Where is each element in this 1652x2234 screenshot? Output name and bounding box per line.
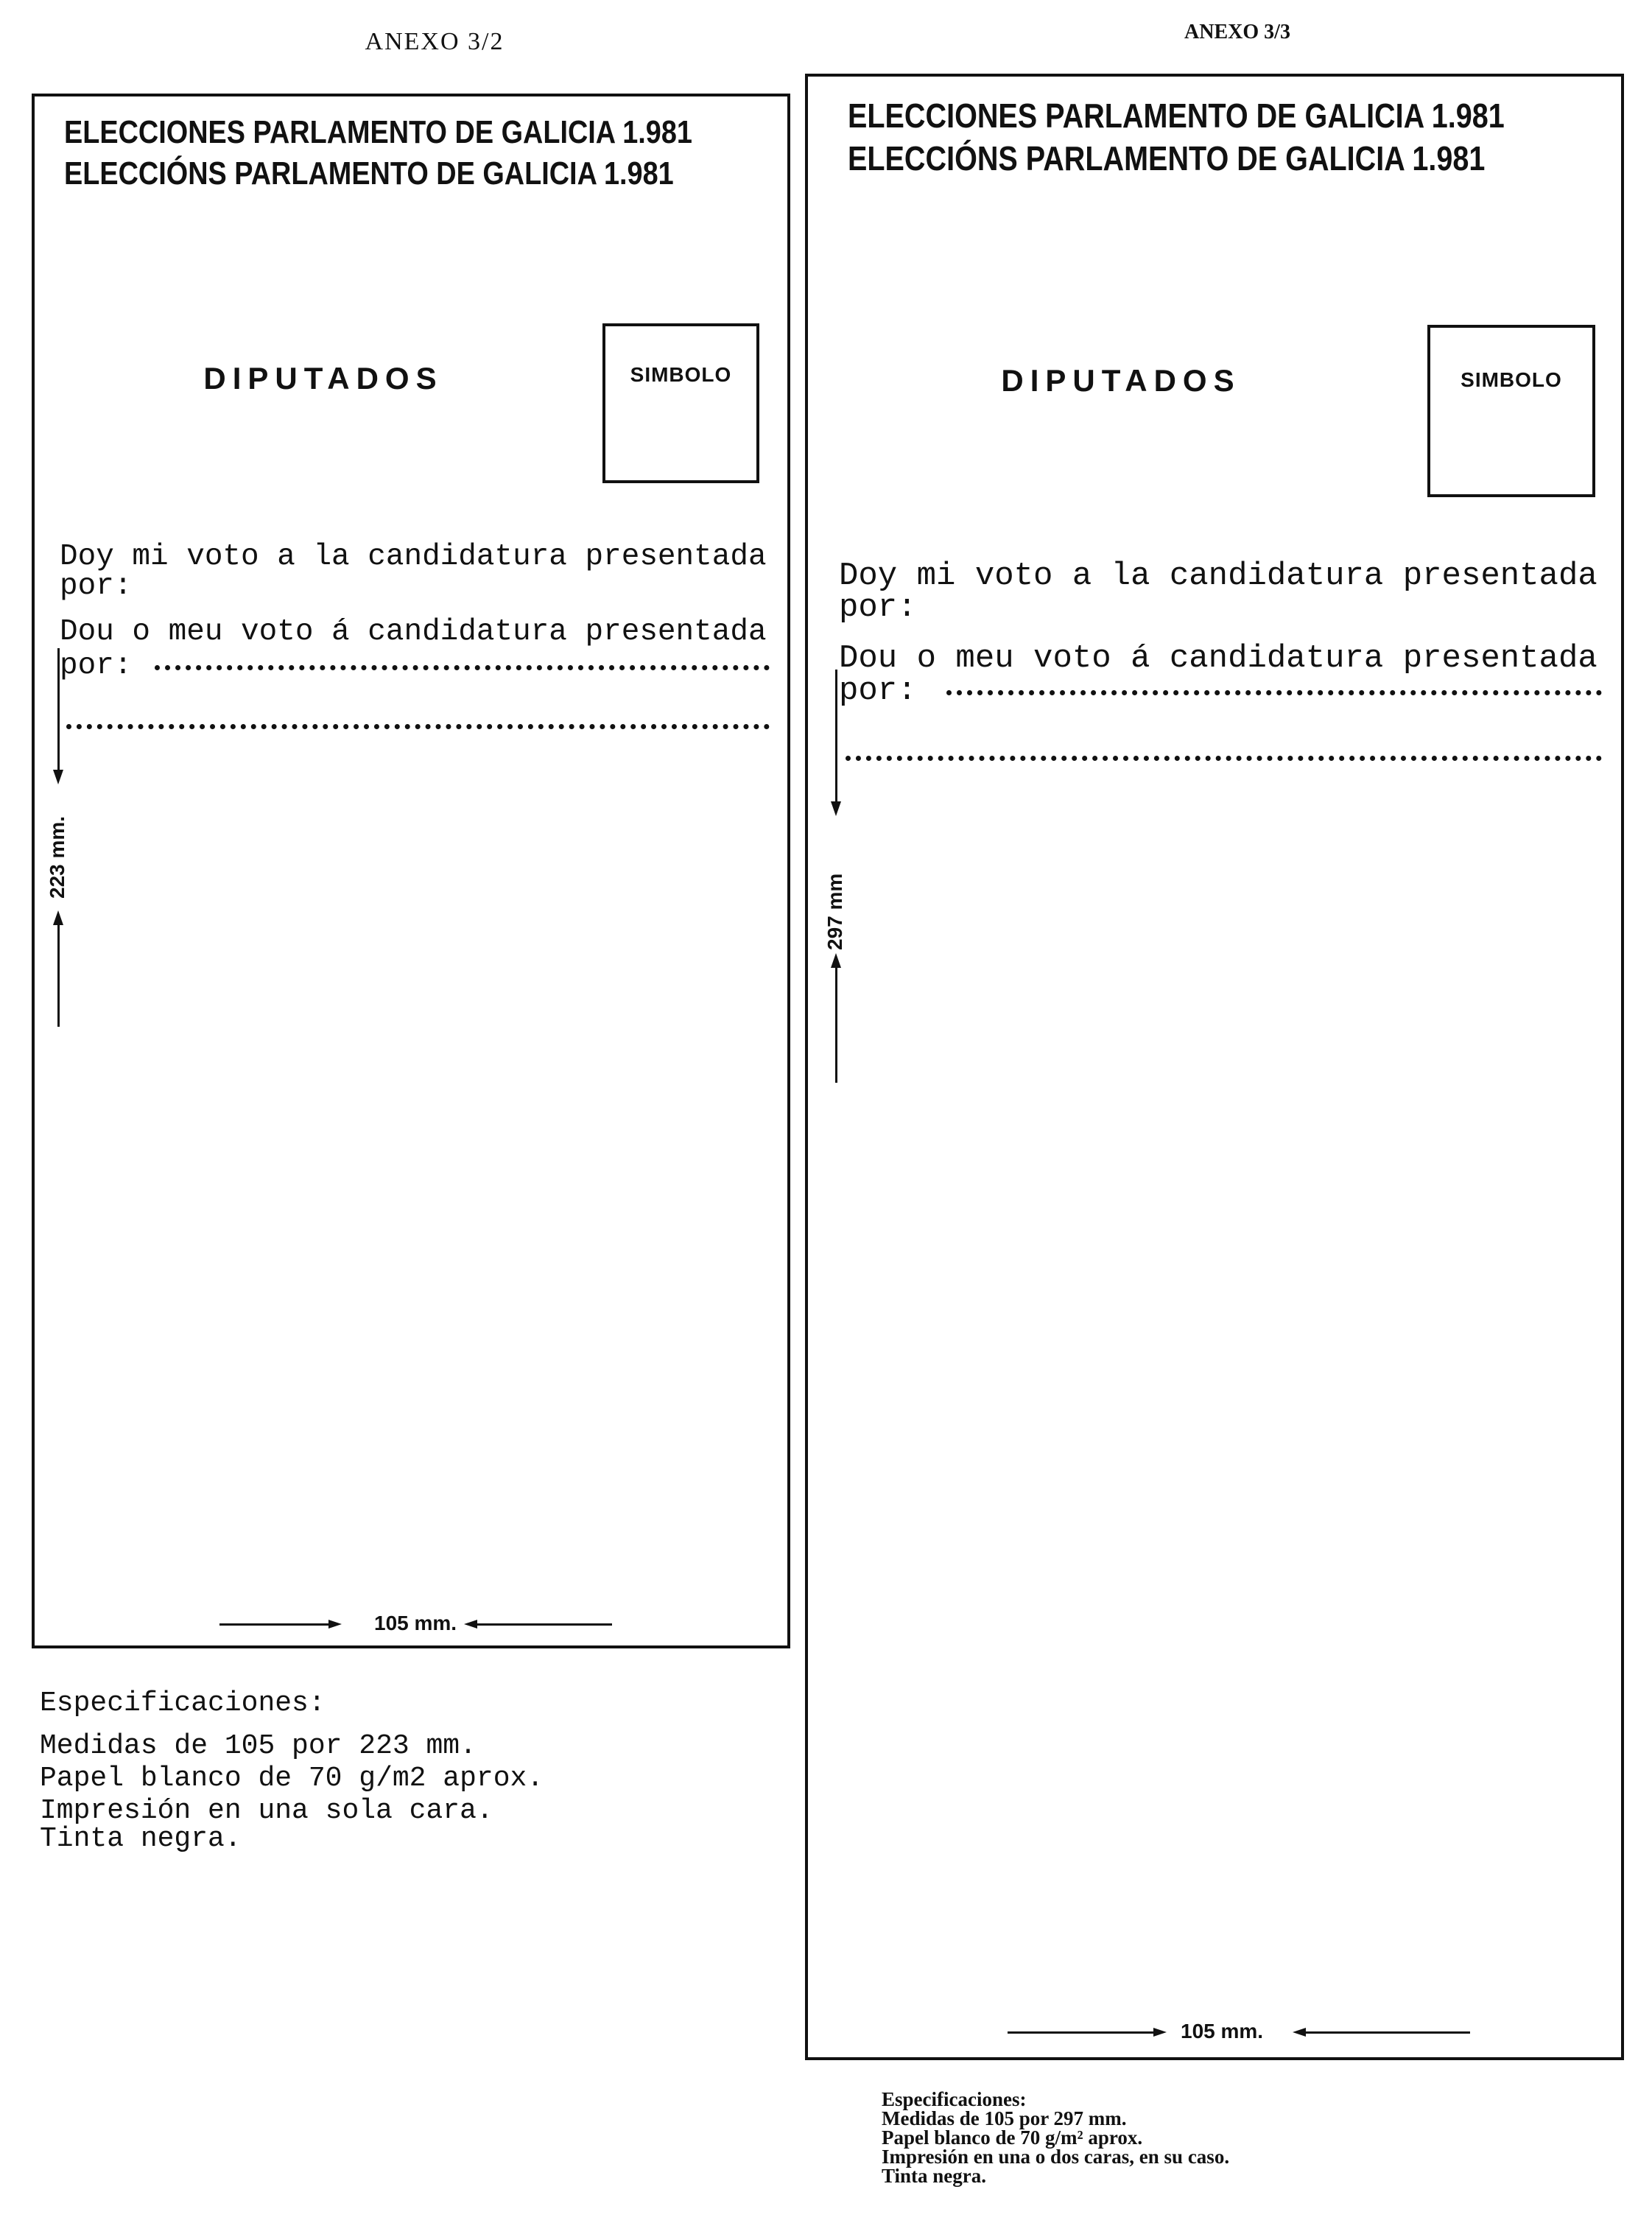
dotted-fill-line: [946, 690, 1602, 695]
arrow-up-icon: [831, 953, 841, 968]
ballot-header-gl-right: ELECCIÓNS PARLAMENTO DE GALICIA 1.981: [848, 139, 1486, 178]
symbol-box-right: [1427, 325, 1595, 497]
vote-por-gl-right: por:: [839, 672, 917, 709]
arrow-right-icon: [328, 1620, 342, 1629]
arrow-up-icon: [53, 910, 63, 925]
symbol-box-left: [602, 323, 759, 483]
symbol-label-right: SIMBOLO: [1461, 368, 1562, 391]
ballot-title-right: DIPUTADOS: [1001, 363, 1241, 398]
spec-line: Impresión en una sola cara.: [40, 1795, 493, 1827]
dimension-line: [835, 670, 837, 806]
dimension-line: [1304, 2031, 1470, 2034]
height-label-right: 297 mm: [823, 873, 846, 950]
ballot-header-es-left: ELECCIONES PARLAMENTO DE GALICIA 1.981: [64, 114, 692, 150]
dotted-fill-line: [846, 756, 1602, 761]
ballot-title-left: DIPUTADOS: [203, 361, 443, 396]
annex-label-left: ANEXO 3/2: [365, 28, 505, 55]
spec-line: Impresión en una o dos caras, en su caso.: [882, 2146, 1230, 2168]
arrow-right-icon: [1153, 2028, 1167, 2037]
specs-title-left: Especificaciones:: [40, 1687, 326, 1719]
arrow-down-icon: [831, 801, 841, 816]
vote-por-es-left: por:: [60, 569, 133, 603]
vote-por-es-right: por:: [839, 589, 917, 626]
dimension-line: [219, 1623, 330, 1626]
arrow-down-icon: [53, 770, 63, 784]
specs-title-right: Especificaciones:: [882, 2088, 1027, 2110]
spec-line: Papel blanco de 70 g/m² aprox.: [882, 2126, 1143, 2149]
dimension-line: [57, 924, 60, 1027]
dimension-line: [835, 966, 837, 1083]
ballot-header-gl-left: ELECCIÓNS PARLAMENTO DE GALICIA 1.981: [64, 155, 674, 192]
dimension-line: [1008, 2031, 1155, 2034]
vote-por-gl-left: por:: [60, 649, 133, 683]
spec-line: Tinta negra.: [882, 2165, 987, 2187]
dotted-fill-line: [155, 665, 770, 670]
symbol-label-left: SIMBOLO: [630, 363, 732, 386]
spec-line: Papel blanco de 70 g/m2 aprox.: [40, 1763, 544, 1794]
width-label-left: 105 mm.: [374, 1612, 457, 1634]
ballot-header-es-right: ELECCIONES PARLAMENTO DE GALICIA 1.981: [848, 96, 1505, 135]
vote-text-gl-left: Dou o meu voto á candidatura presentada: [60, 615, 767, 649]
spec-line: Medidas de 105 por 297 mm.: [882, 2107, 1127, 2129]
dimension-line: [57, 648, 60, 773]
dotted-fill-line: [66, 724, 770, 729]
spec-line: Medidas de 105 por 223 mm.: [40, 1730, 477, 1762]
vote-text-gl-right: Dou o meu voto á candidatura presentada: [839, 640, 1597, 677]
spec-line: Tinta negra.: [40, 1823, 242, 1855]
annex-label-right: ANEXO 3/3: [1184, 21, 1290, 43]
dimension-line: [476, 1623, 612, 1626]
width-label-right: 105 mm.: [1181, 2020, 1264, 2042]
vote-text-es-left: Doy mi voto a la candidatura presentada: [60, 540, 767, 574]
height-label-left: 223 mm.: [46, 815, 68, 899]
vote-text-es-right: Doy mi voto a la candidatura presentada: [839, 558, 1597, 594]
